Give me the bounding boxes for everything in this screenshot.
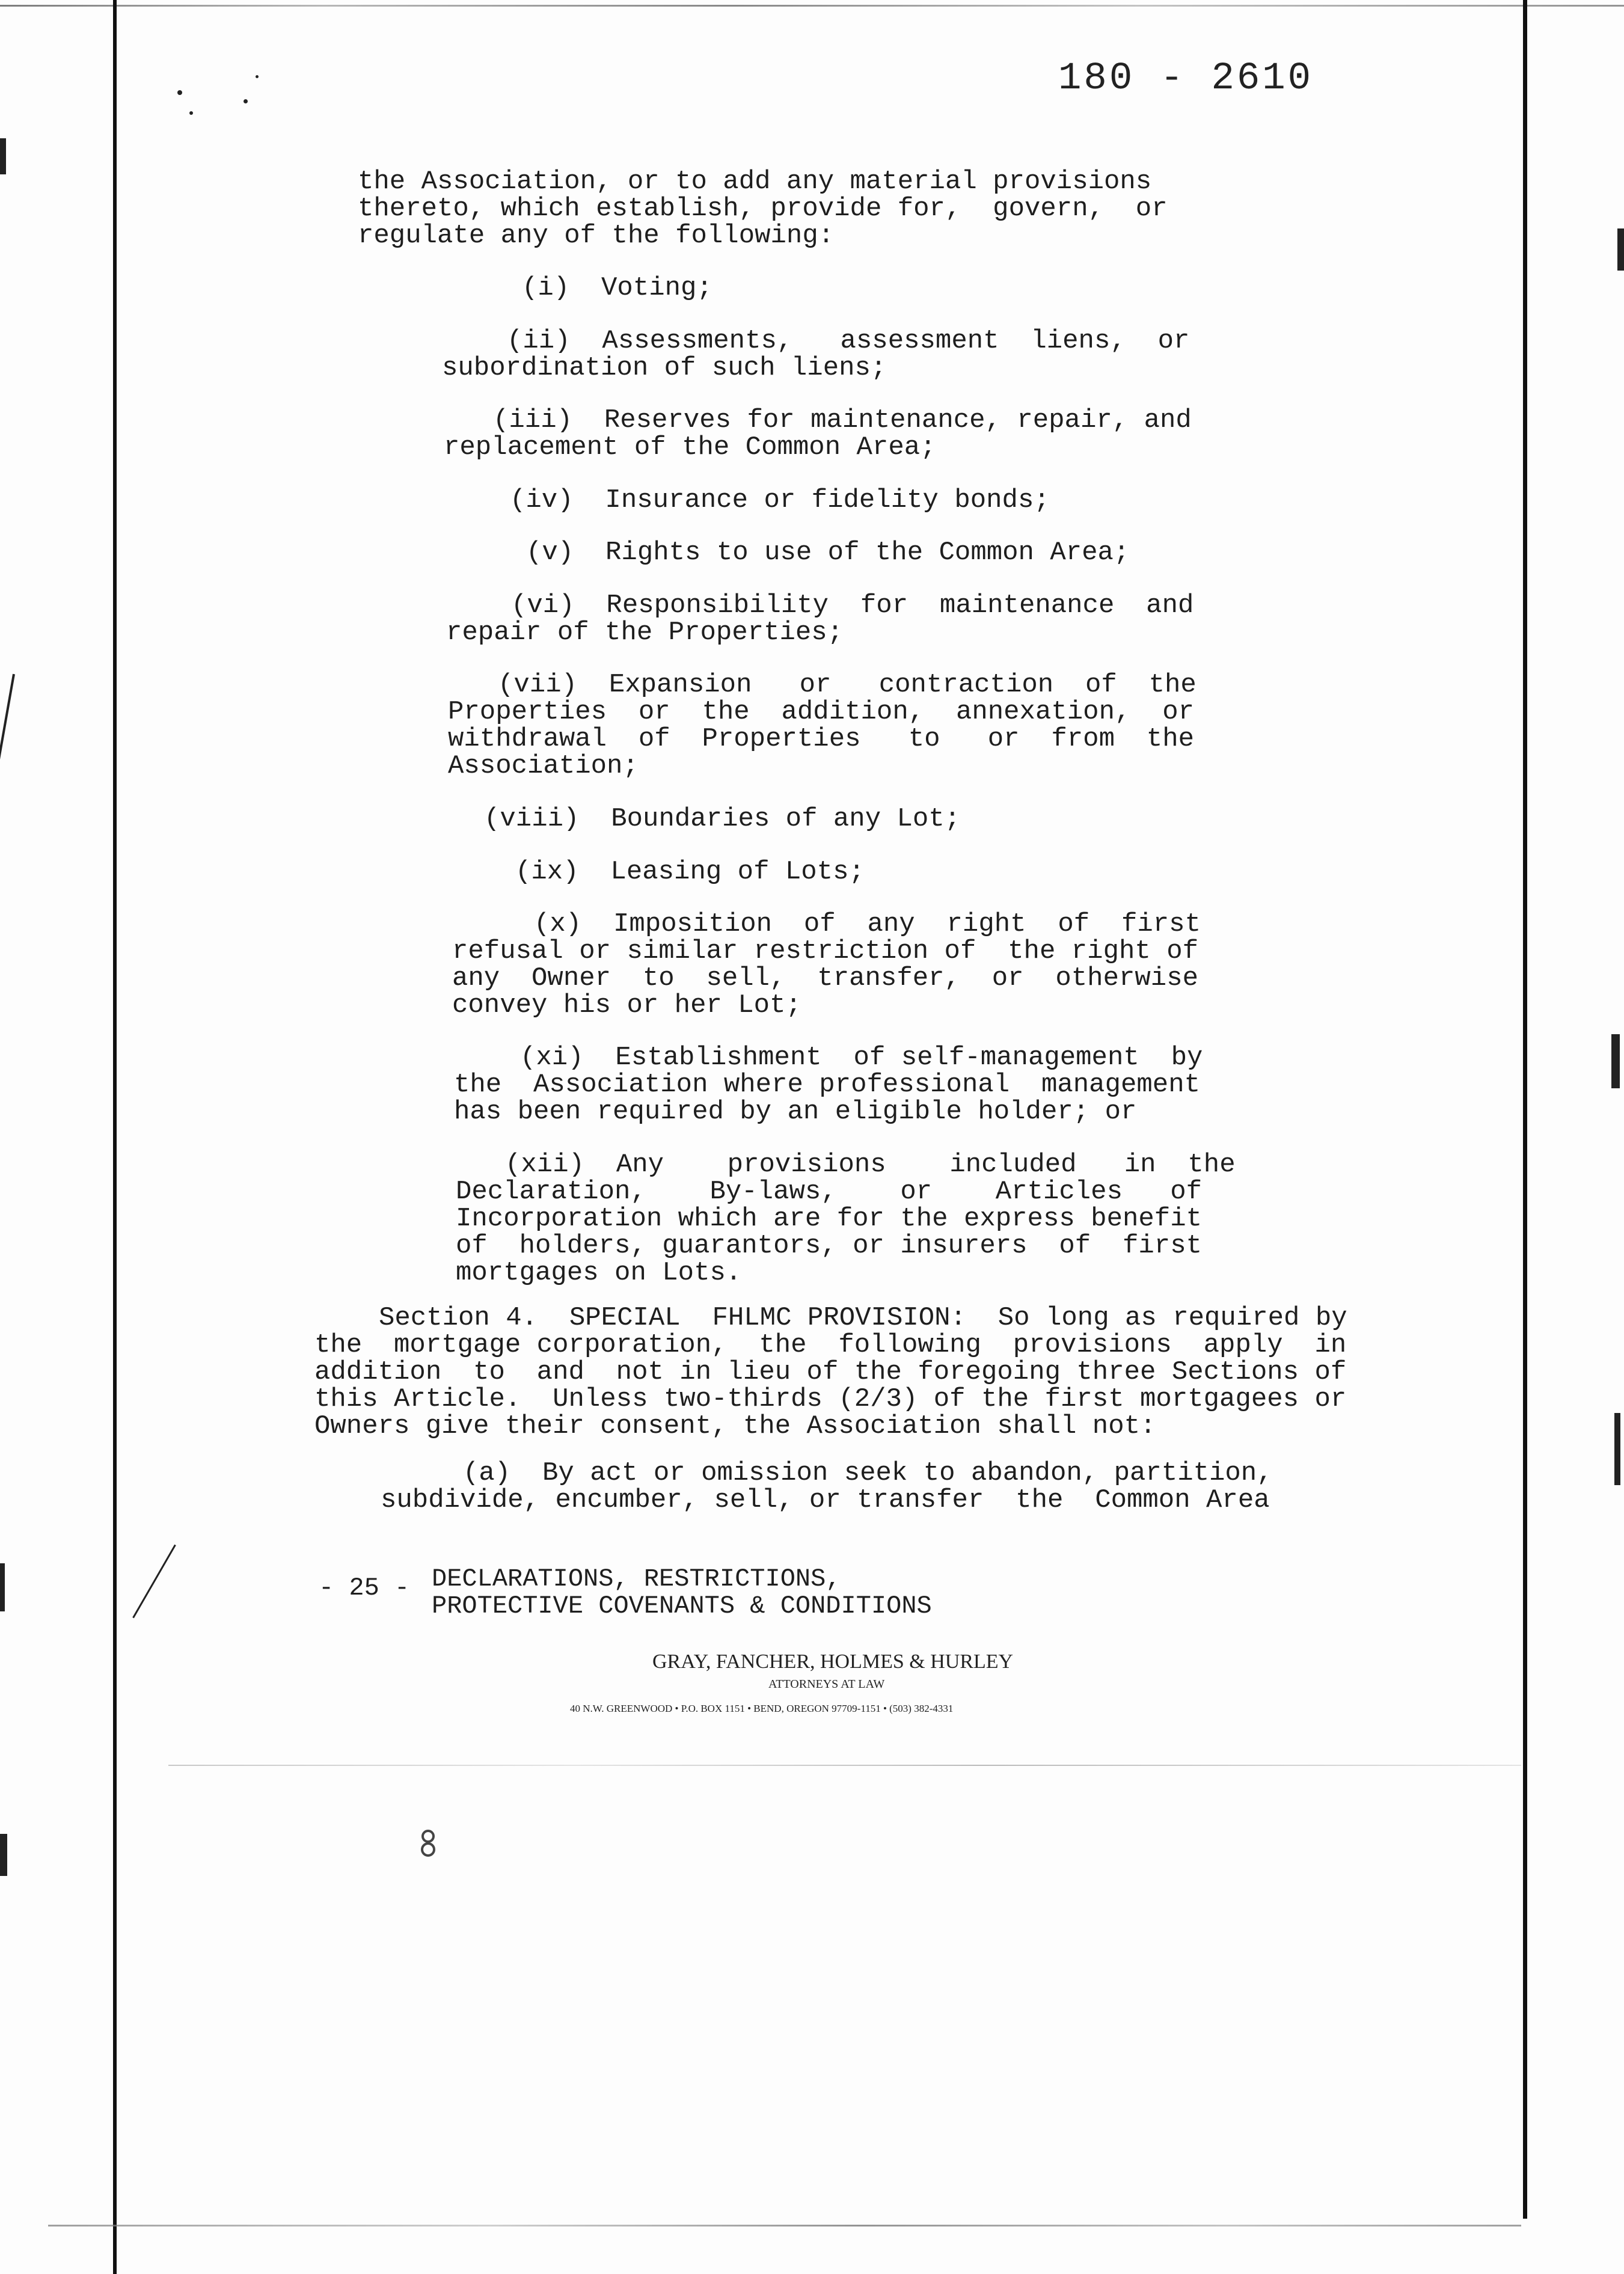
footer-title-line2: PROTECTIVE COVENANTS & CONDITIONS bbox=[432, 1592, 932, 1620]
list-item-vi-cont: repair of the Properties; bbox=[446, 618, 844, 648]
section-4-line: the mortgage corporation, the following provisions apply in bbox=[314, 1330, 1347, 1360]
letterhead-role: ATTORNEYS AT LAW bbox=[768, 1678, 885, 1691]
scan-edge-mark bbox=[132, 1545, 176, 1619]
scan-bottom-edge bbox=[48, 2225, 1521, 2226]
list-item-xii-cont: Declaration, By-laws, or Articles of bbox=[456, 1177, 1203, 1207]
subsection-a: (a) By act or omission seek to abandon, partition, bbox=[463, 1458, 1273, 1488]
footer-page-marker: - 25 - bbox=[319, 1574, 410, 1602]
section-4-line: this Article. Unless two-thirds (2/3) of the first mortgagees or bbox=[314, 1384, 1347, 1414]
list-item-x-cont: refusal or similar restriction of the right of bbox=[452, 936, 1199, 966]
section-4-line: addition to and not in lieu of the foregoing three Sections of bbox=[314, 1357, 1347, 1387]
scan-speck bbox=[177, 90, 182, 95]
list-item-ix: (ix) Leasing of Lots; bbox=[515, 857, 865, 887]
scan-speck bbox=[256, 75, 259, 78]
scan-edge-mark bbox=[0, 138, 6, 174]
list-item-vii-cont: Properties or the addition, annexation, or bbox=[448, 697, 1195, 727]
list-item-x-cont: convey his or her Lot; bbox=[452, 990, 801, 1020]
list-item-i: (i) Voting; bbox=[522, 273, 712, 303]
filing-stamp-mark bbox=[415, 1828, 441, 1858]
list-item-x: (x) Imposition of any right of first bbox=[534, 909, 1201, 939]
scan-edge-mark bbox=[1617, 228, 1624, 271]
recording-page-number: 180 - 2610 bbox=[1058, 57, 1314, 100]
body-line: thereto, which establish, provide for, govern, or bbox=[358, 194, 1168, 224]
list-item-xi: (xi) Establishment of self-management by bbox=[520, 1043, 1203, 1073]
scan-edge-mark bbox=[1614, 1413, 1620, 1485]
scan-edge-mark bbox=[0, 674, 15, 763]
scan-top-edge bbox=[0, 5, 1624, 7]
list-item-xii-cont: of holders, guarantors, or insurers of first bbox=[456, 1231, 1203, 1261]
scan-speck bbox=[244, 99, 248, 103]
list-item-xii-cont: mortgages on Lots. bbox=[456, 1258, 742, 1288]
list-item-iii-cont: replacement of the Common Area; bbox=[444, 432, 936, 462]
list-item-ii-cont: subordination of such liens; bbox=[442, 353, 887, 383]
list-item-vii: (vii) Expansion or contraction of the bbox=[498, 670, 1197, 700]
list-item-v: (v) Rights to use of the Common Area; bbox=[526, 538, 1130, 568]
list-item-xi-cont: has been required by an eligible holder; or bbox=[454, 1097, 1137, 1127]
scan-edge-mark bbox=[0, 1563, 5, 1611]
letterhead-address: 40 N.W. GREENWOOD • P.O. BOX 1151 • BEND, OREGON 97709-1151 • (503) 382-4331 bbox=[570, 1703, 954, 1714]
section-4-heading: Section 4. SPECIAL FHLMC PROVISION: So long as required by bbox=[379, 1303, 1347, 1333]
list-item-vii-cont: withdrawal of Properties to or from the bbox=[448, 724, 1195, 754]
list-item-xii-cont: Incorporation which are for the express benefit bbox=[456, 1204, 1203, 1234]
scan-page-bottom-edge bbox=[168, 1765, 1521, 1766]
scan-edge-mark bbox=[1611, 1034, 1620, 1088]
subsection-a-cont: subdivide, encumber, sell, or transfer the Common Area bbox=[381, 1485, 1270, 1515]
letterhead-firm-name: GRAY, FANCHER, HOLMES & HURLEY bbox=[652, 1650, 1014, 1673]
body-line: the Association, or to add any material provisions bbox=[358, 167, 1152, 197]
list-item-iv: (iv) Insurance or fidelity bonds; bbox=[510, 485, 1050, 515]
list-item-xi-cont: the Association where professional management bbox=[454, 1070, 1201, 1100]
list-item-x-cont: any Owner to sell, transfer, or otherwise bbox=[452, 963, 1199, 993]
list-item-vi: (vi) Responsibility for maintenance and bbox=[511, 590, 1194, 621]
body-line: regulate any of the following: bbox=[358, 221, 835, 251]
scan-edge-mark bbox=[0, 1834, 7, 1876]
list-item-iii: (iii) Reserves for maintenance, repair, and bbox=[493, 405, 1192, 435]
scan-speck bbox=[189, 111, 193, 115]
section-4-line: Owners give their consent, the Association shall not: bbox=[314, 1411, 1156, 1441]
footer-title-line1: DECLARATIONS, RESTRICTIONS, bbox=[432, 1565, 841, 1593]
scan-right-border bbox=[1523, 0, 1527, 2219]
scan-left-border bbox=[113, 0, 117, 2274]
list-item-viii: (viii) Boundaries of any Lot; bbox=[484, 804, 961, 834]
list-item-vii-cont: Association; bbox=[448, 751, 639, 781]
list-item-ii: (ii) Assessments, assessment liens, or bbox=[507, 326, 1190, 356]
list-item-xii: (xii) Any provisions included in the bbox=[505, 1150, 1236, 1180]
